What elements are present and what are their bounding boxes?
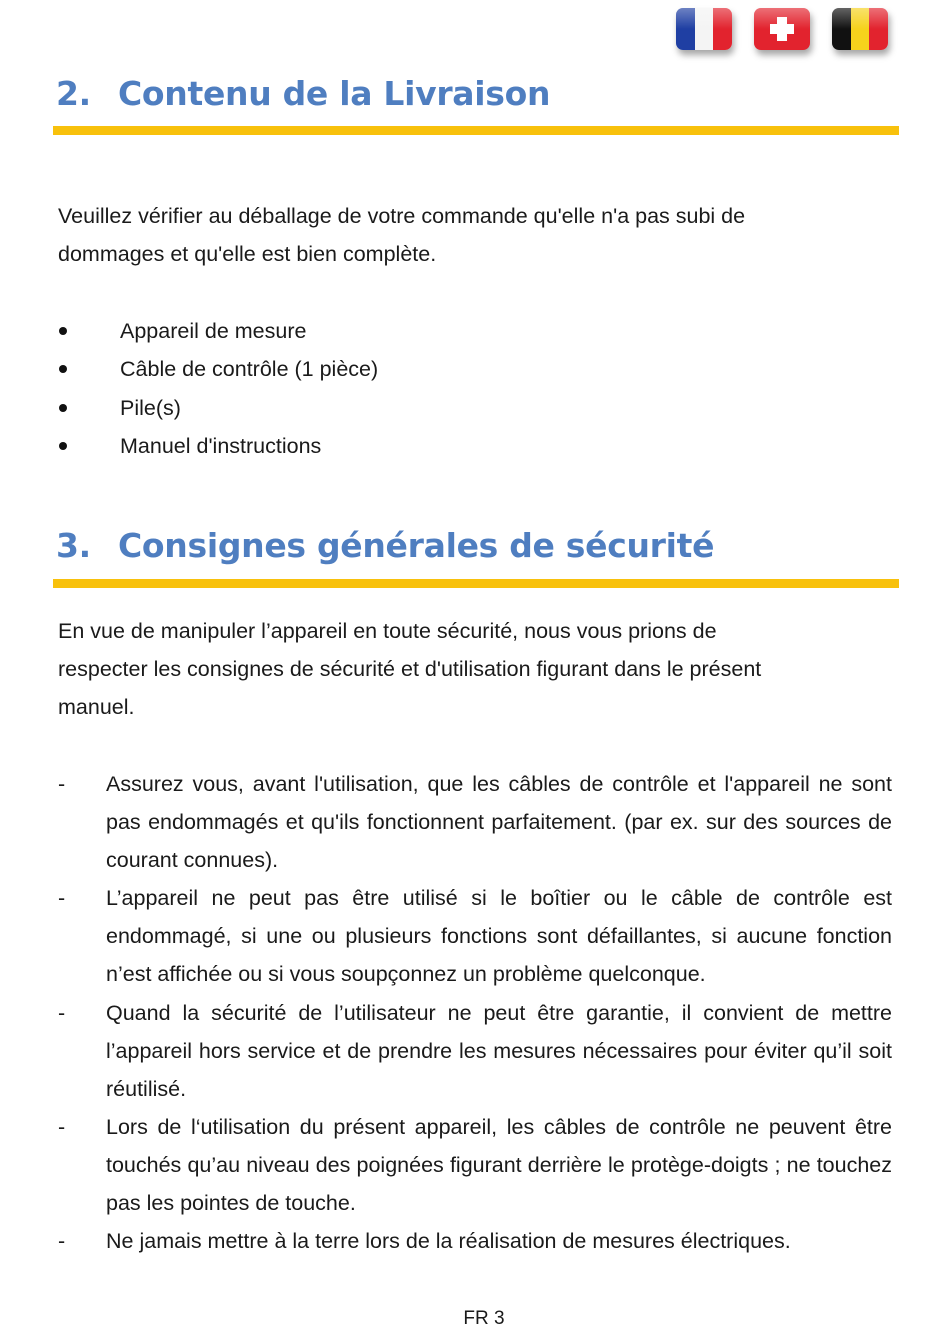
section-2-intro bbox=[58, 197, 888, 273]
list-item bbox=[58, 389, 378, 427]
section-3-intro-line-2: respecter les consignes de sécurité et d'utilisation figurant dans le présent bbox=[58, 657, 762, 681]
list-item bbox=[58, 879, 892, 993]
section-3-divider bbox=[53, 579, 899, 588]
section-3-heading bbox=[56, 526, 898, 565]
dash-marker: - bbox=[58, 772, 66, 796]
section-3-number: 3. bbox=[56, 526, 91, 565]
list-item-text: L’appareil ne peut pas être utilisé si le boîtier ou le câble de contrôle est endommagé, si une ou plusieurs fonctions sont défaillantes, si aucune fonction n’est affichée ou si vous soupçonnez un problème quelconque. bbox=[106, 886, 892, 987]
list-item-text: Quand la sécurité de l’utilisateur ne peut être garantie, il convient de mettre l’appareil hors service et de prendre les mesures nécessaires pour éviter qu’il soit réutilisé. bbox=[106, 1000, 892, 1101]
list-item-text: Manuel d'instructions bbox=[120, 434, 322, 459]
list-item-text: Ne jamais mettre à la terre lors de la réalisation de mesures électriques. bbox=[106, 1229, 791, 1254]
switzerland-flag-icon bbox=[754, 8, 810, 50]
section-2-title: Contenu de la Livraison bbox=[118, 74, 551, 113]
list-item bbox=[58, 312, 378, 350]
dash-marker: - bbox=[58, 886, 66, 911]
list-item-text: Pile(s) bbox=[120, 395, 181, 420]
section-2-divider bbox=[53, 126, 899, 135]
belgium-flag-icon bbox=[832, 8, 888, 50]
list-item bbox=[58, 994, 892, 1108]
safety-rules-list bbox=[58, 765, 892, 1260]
delivery-contents-list bbox=[58, 312, 378, 465]
list-item-text: Câble de contrôle (1 pièce) bbox=[120, 357, 379, 382]
section-2-intro-line-1: Veuillez vérifier au déballage de votre commande qu'elle n'a pas subi de bbox=[58, 204, 746, 228]
list-item bbox=[58, 1222, 892, 1260]
section-2-intro-line-2: dommages et qu'elle est bien complète. bbox=[58, 242, 437, 266]
bullet-icon bbox=[59, 365, 67, 373]
section-2-number: 2. bbox=[56, 74, 91, 113]
bullet-icon bbox=[59, 442, 67, 450]
dash-marker: - bbox=[58, 1229, 66, 1254]
list-item-text: Assurez vous, avant l'utilisation, que les câbles de contrôle et l'appareil ne sont pas endommagés et qu'ils fonctionnent parfaitement. (par ex. sur des sources de courant connues). bbox=[106, 772, 892, 873]
dash-marker: - bbox=[58, 1114, 66, 1139]
section-2-heading bbox=[56, 74, 898, 113]
list-item-text: Lors de l‘utilisation du présent appareil, les câbles de contrôle ne peuvent être touchés qu’au niveau des poignées figurant derrière le protège-doigts ; ne touchez pas les pointes de touche. bbox=[106, 1114, 892, 1216]
section-3-intro-line-1: En vue de manipuler l’appareil en toute sécurité, nous vous prions de bbox=[58, 619, 717, 643]
dash-marker: - bbox=[58, 1000, 66, 1025]
list-item bbox=[58, 1108, 892, 1222]
page-number: FR 3 bbox=[463, 1308, 505, 1329]
language-flags bbox=[676, 8, 888, 50]
section-3-title: Consignes générales de sécurité bbox=[118, 526, 715, 565]
section-3-intro-line-3: manuel. bbox=[58, 695, 135, 719]
section-3-intro bbox=[58, 612, 888, 726]
france-flag-icon bbox=[676, 8, 732, 50]
list-item-text: Appareil de mesure bbox=[120, 319, 307, 344]
list-item bbox=[58, 427, 378, 465]
list-item bbox=[58, 350, 378, 388]
list-item bbox=[58, 765, 892, 879]
bullet-icon bbox=[59, 404, 67, 412]
bullet-icon bbox=[59, 327, 67, 335]
